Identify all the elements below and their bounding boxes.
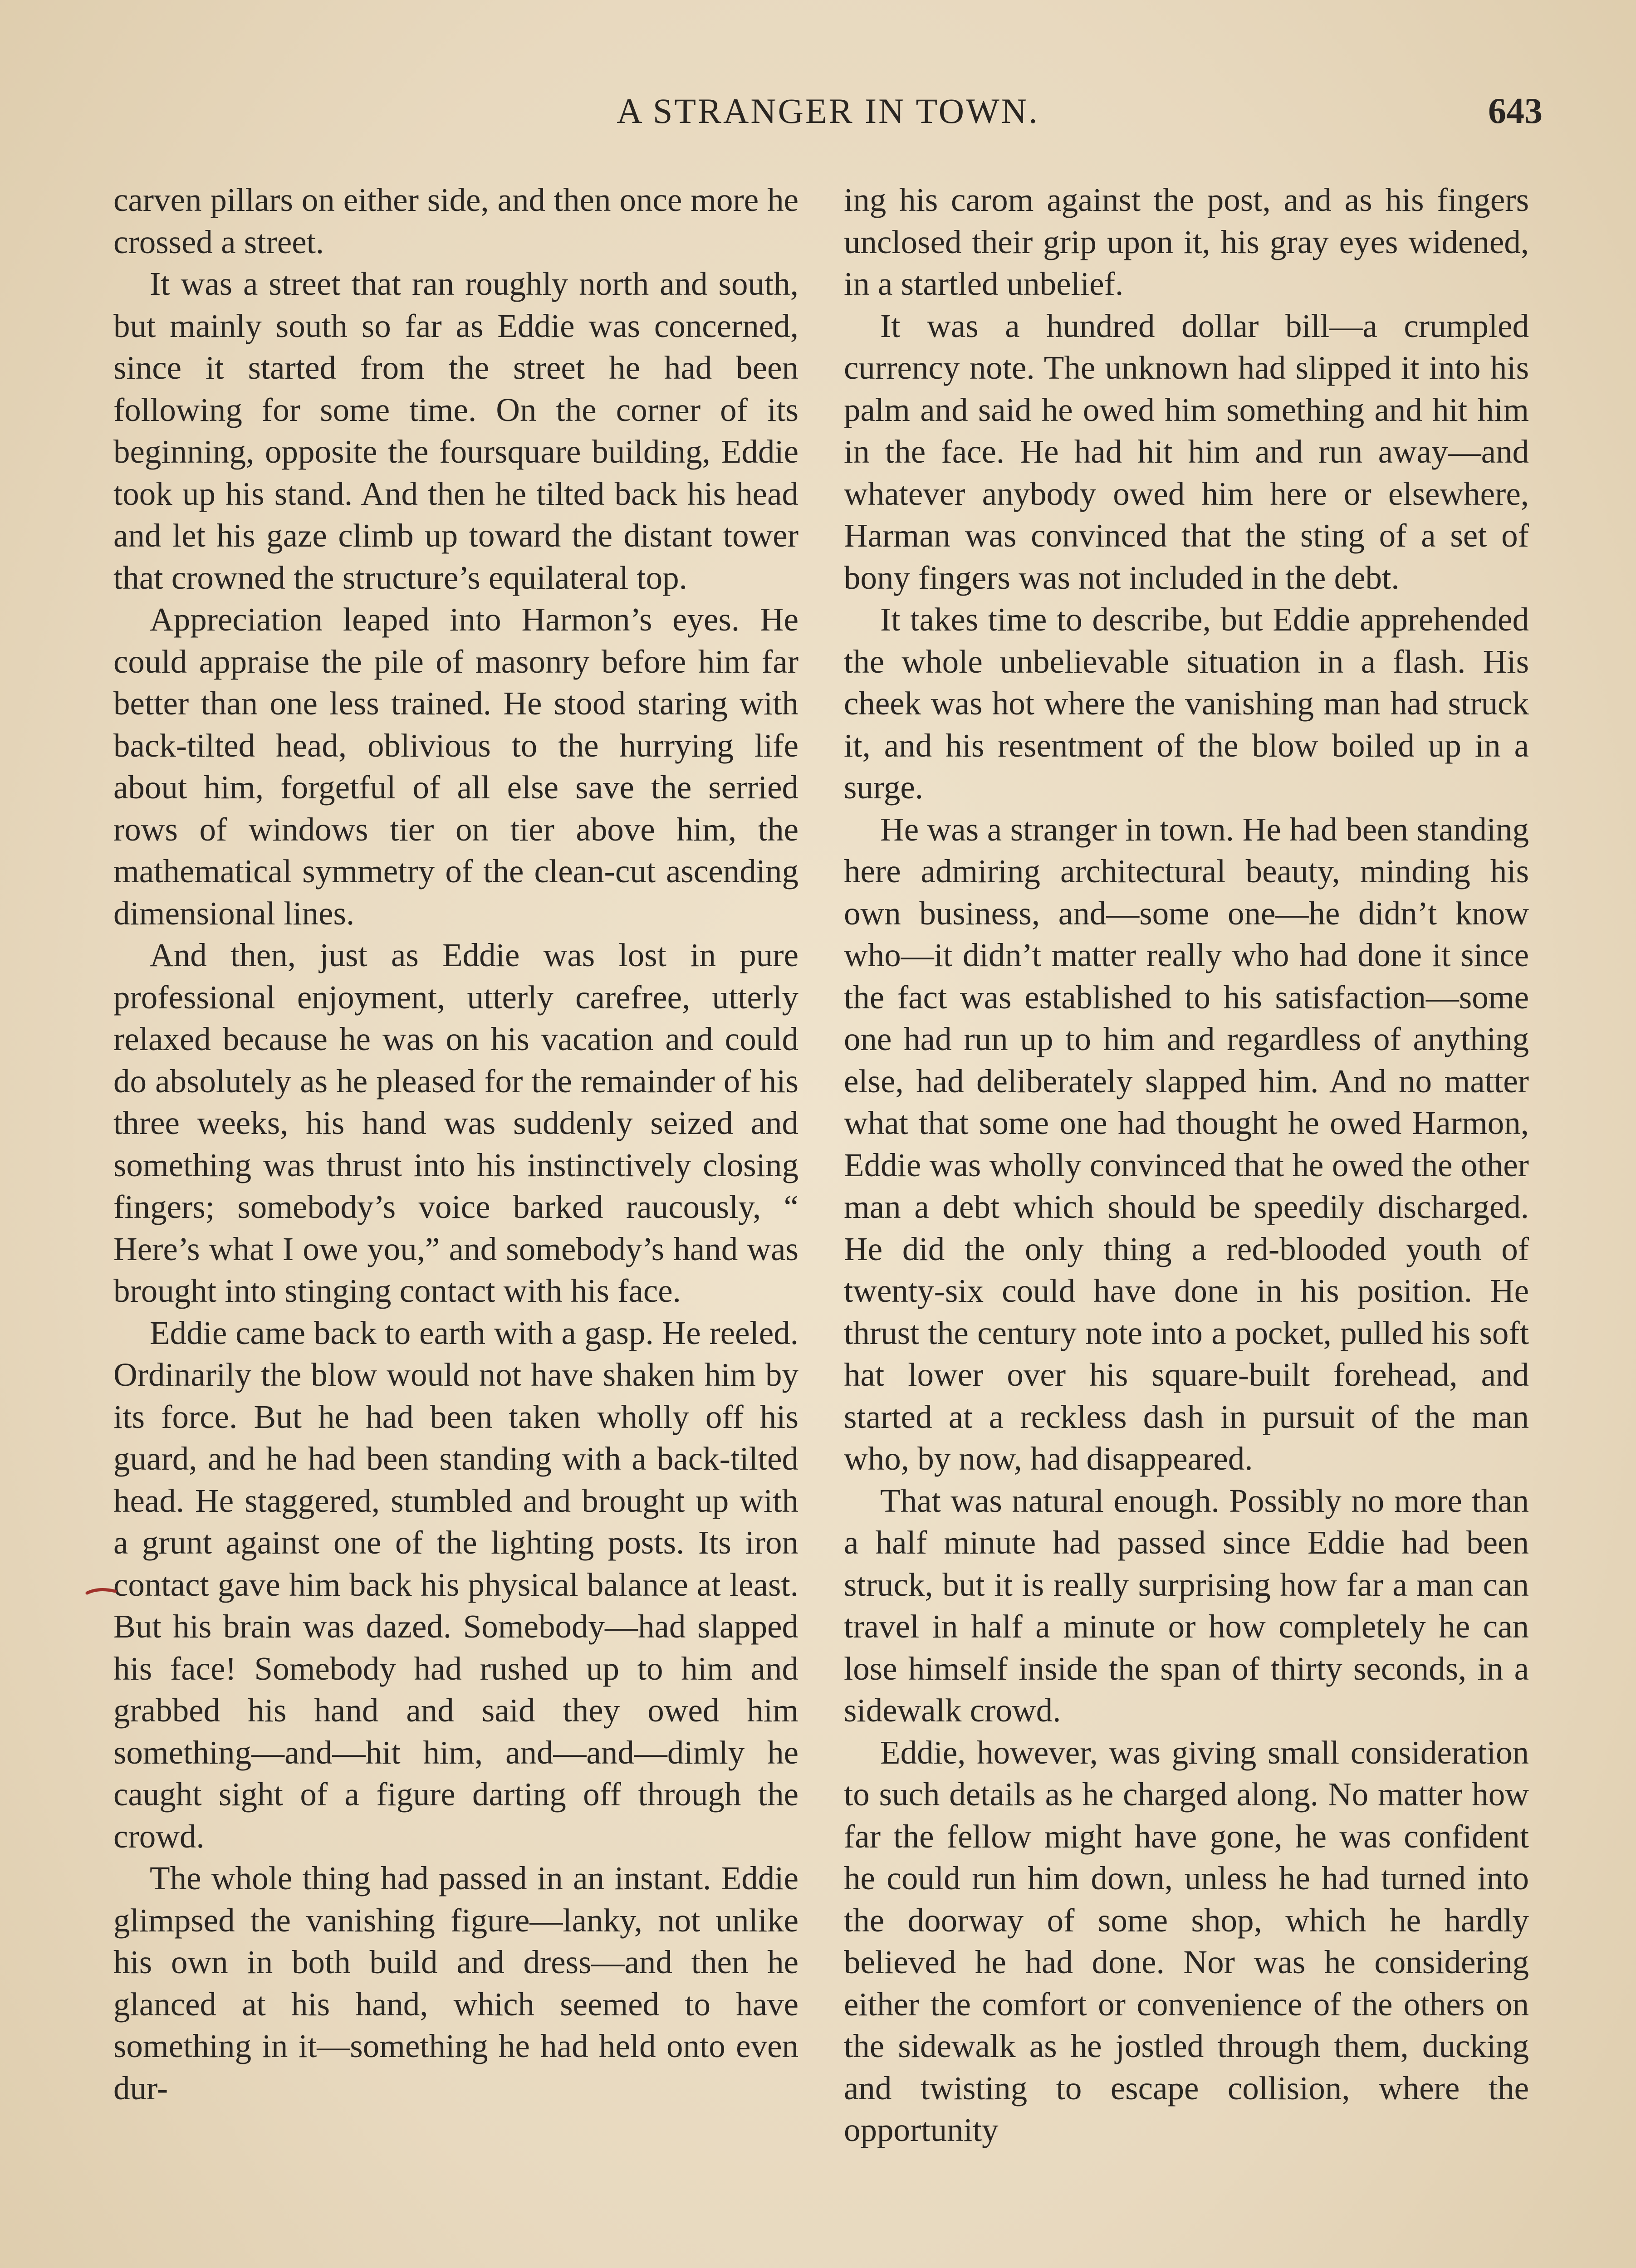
paragraph: It takes time to describe, but Eddie apprehended the whole unbelievable situation in a flash. His cheek was hot where the vanishing man had struck it, and his resentment of the blow boiled up in a surge. <box>844 601 1529 806</box>
paragraph: He was a stranger in town. He had been standing here admiring architectural beauty, minding his own business, and—some one—he didn’t know who—it didn’t matter really who had done it since the fact was established to his satisfaction—some one had run up to him and regardless of anything else, had deliberately slapped him. And no matter what that some one had thought he owed Harmon, Eddie was wholly convinced that he owed the other man a debt which should be speedily discharged. He did the only thing a red-blooded youth of twenty-six could have done in his position. He thrust the century note into a pocket, pulled his soft hat lower over his square-built forehead, and started at a reckless dash in pursuit of the man who, by now, had disappeared. <box>844 811 1529 1477</box>
paragraph: ing his carom against the post, and as his fingers unclosed their grip upon it, his gray eyes widened, in a startled unbelief. <box>844 181 1529 302</box>
paragraph: Appreciation leaped into Harmon’s eyes. He could appraise the pile of masonry before him far better than one less trained. He stood staring with back-tilted head, oblivious to the hurrying life about him, forgetful of all else save the serried rows of windows tier on tier above him, the mathematical symmetry of the clean-cut ascending dimensional lines. <box>113 601 798 932</box>
left-column <box>113 179 798 2268</box>
right-column <box>844 179 1529 2268</box>
page-number: 643 <box>1488 91 1543 131</box>
running-title: A STRANGER IN TOWN. <box>617 91 1039 131</box>
paragraph: carven pillars on either side, and then once more he crossed a street. <box>113 181 798 260</box>
paragraph: The whole thing had passed in an instant. Eddie glimpsed the vanishing figure—lanky, not unlike his own in both build and dress—and then he glanced at his hand, which seemed to have something in it—something he had held onto even dur- <box>113 1860 798 2107</box>
paragraph: Eddie came back to earth with a gasp. He reeled. Ordinarily the blow would not have shaken him by its force. But he had been taken wholly off his guard, and he had been standing with a back-tilted head. He staggered, stumbled and brought up with a grunt against one of the lighting posts. Its iron contact gave him back his physical balance at least. But his brain was dazed. Somebody—had slapped his face! Somebody had rushed up to him and grabbed his hand and said they owed him something—and—hit him, and—and—dimly he caught sight of a figure darting off through the crowd. <box>113 1314 798 1855</box>
paragraph: And then, just as Eddie was lost in pure professional enjoyment, utterly carefree, utterly relaxed because he was on his vacation and could do absolutely as he pleased for the remainder of his three weeks, his hand was suddenly seized and something was thrust into his instinctively closing fingers; somebody’s voice barked raucously, “ Here’s what I owe you,” and somebody’s hand was brought into stinging contact with his face. <box>113 937 798 1309</box>
text-columns <box>113 179 1529 2268</box>
paragraph: That was natural enough. Possibly no more than a half minute had passed since Eddie had been struck, but it is really surprising how far a man can travel in half a minute or how completely he can lose himself inside the span of thirty seconds, in a sidewalk crowd. <box>844 1482 1529 1729</box>
paragraph: Eddie, however, was giving small consideration to such details as he charged along. No matter how far the fellow might have gone, he was confident he could run him down, unless he had turned into the doorway of some shop, which he hardly believed he had done. Nor was he considering either the comfort or convenience of the others on the sidewalk as he jostled through them, ducking and twisting to escape collision, where the opportunity <box>844 1734 1529 2148</box>
pen-mark-icon <box>85 1583 117 1601</box>
paragraph: It was a street that ran roughly north and south, but mainly south so far as Eddie was concerned, since it started from the street he had been following for some time. On the corner of its beginning, opposite the foursquare building, Eddie took up his stand. And then he tilted back his head and let his gaze climb up toward the distant tower that crowned the structure’s equilateral top. <box>113 265 798 596</box>
paragraph: It was a hundred dollar bill—a crumpled currency note. The unknown had slipped it into his palm and said he owed him something and hit him in the face. He had hit him and run away—and whatever anybody owed him here or elsewhere, Harman was convinced that the sting of a set of bony fingers was not included in the debt. <box>844 307 1529 596</box>
page-header <box>113 91 1543 145</box>
